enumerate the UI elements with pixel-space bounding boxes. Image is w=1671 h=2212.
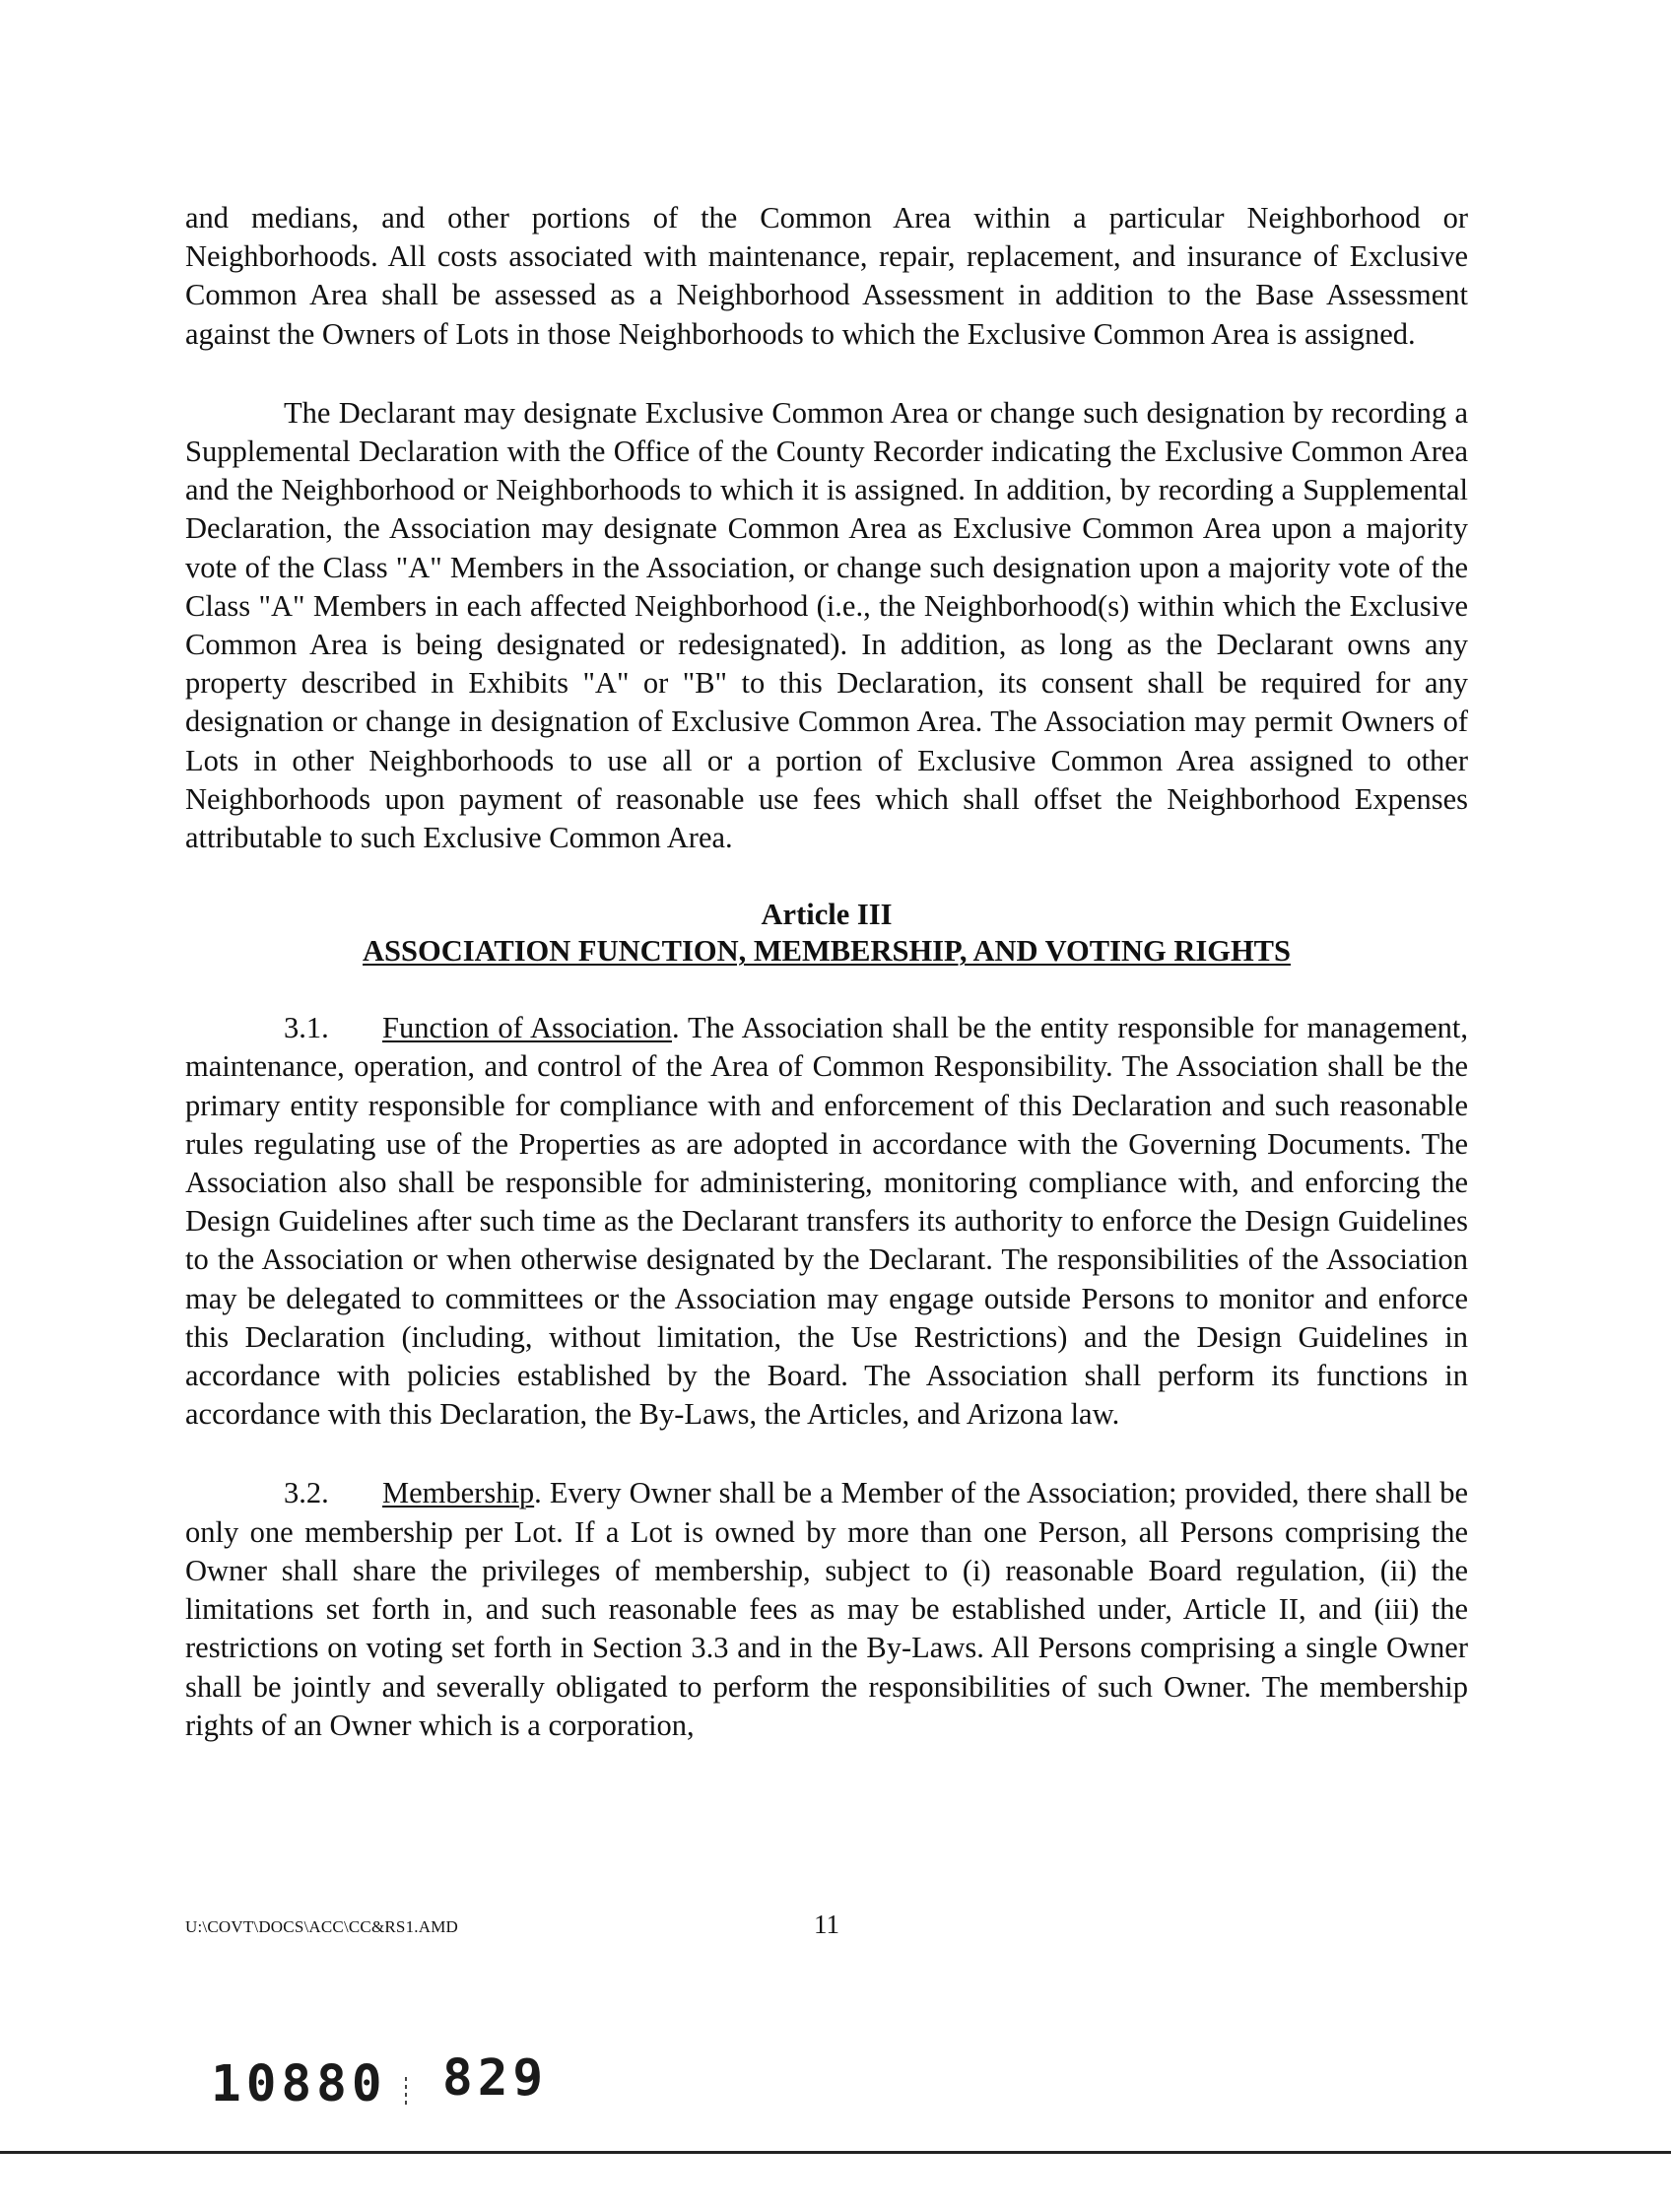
section-title: Function of Association: [382, 1011, 672, 1045]
section-3-1: [185, 1009, 1468, 1434]
section-title: Membership: [382, 1476, 535, 1510]
bottom-rule: [0, 2151, 1671, 2154]
paragraph-exclusive-common-area: The Declarant may designate Exclusive Common Area or change such designation by recording a Supplemental Declaration with the Office of the County Recorder indicating the Exclusive Common Area and the Neighborhood or Neighborhoods to which it is assigned. In addition, by recording a Supplemental Declaration, the Association may designate Common Area as Exclusive Common Area upon a majority vote of the Class "A" Members in the Association, or change such designation upon a majority vote of the Class "A" Members in each affected Neighborhood (i.e., the Neighborhood(s) within which the Exclusive Common Area is being designated or redesignated). In addition, as long as the Declarant owns any property described in Exhibits "A" or "B" to this Declaration, its consent shall be required for any designation or change in designation of Exclusive Common Area. The Association may permit Owners of Lots in other Neighborhoods to use all or a portion of Exclusive Common Area assigned to other Neighborhoods upon payment of reasonable use fees which shall offset the Neighborhood Expenses attributable to such Exclusive Common Area.: [185, 395, 1468, 855]
article-title: ASSOCIATION FUNCTION, MEMBERSHIP, AND VOTING RIGHTS: [363, 934, 1291, 969]
paragraph-continuation: and medians, and other portions of the Common Area within a particular Neighborhood or Neighborhoods. All costs associated with maintenance, repair, replacement, and insurance of Exclusive Common Area shall be assessed as a Neighborhood Assessment in addition to the Base Assessment against the Owners of Lots in those Neighborhoods to which the Exclusive Common Area is assigned.: [185, 201, 1468, 351]
stamp-separator: [405, 2077, 407, 2107]
section-text: . Every Owner shall be a Member of the Association; provided, there shall be only one membership per Lot. If a Lot is owned by more than one Person, all Persons comprising the Owner shall share the privileges of membership, subject to (i) reasonable Board regulation, (ii) the limitations set forth in, and such reasonable fees as may be established under, Article II, and (iii) the restrictions on voting set forth in Section 3.3 and in the By-Laws. All Persons comprising a single Owner shall be jointly and severally obligated to perform the responsibilities of such Owner. The membership rights of an Owner which is a corporation,: [185, 1476, 1468, 1742]
recording-stamp-page: 829: [442, 2049, 549, 2108]
section-number: 3.2.: [284, 1476, 329, 1510]
document-body: [185, 199, 1468, 1745]
section-text: . The Association shall be the entity responsible for management, maintenance, operation, and control of the Area of Common Responsibility. The Association shall be the primary entity responsible for compliance with and enforcement of this Declaration and such reasonable rules regulating use of the Properties as are adopted in accordance with the Governing Documents. The Association also shall be responsible for administering, monitoring compliance with, and enforcing the Design Guidelines after such time as the Declarant transfers its authority to enforce the Design Guidelines to the Association or when otherwise designated by the Declarant. The responsibilities of the Association may be delegated to committees or the Association may engage outside Persons to monitor and enforce this Declaration (including, without limitation, the Use Restrictions) and the Design Guidelines in accordance with policies established by the Board. The Association shall perform its functions in accordance with this Declaration, the By-Laws, the Articles, and Arizona law.: [185, 1011, 1468, 1432]
recording-stamp-book: 10880: [211, 2055, 387, 2113]
section-number: 3.1.: [284, 1011, 329, 1045]
page-number: 11: [814, 1910, 839, 1939]
section-3-2: [185, 1474, 1468, 1744]
article-label: Article III: [761, 898, 893, 932]
article-heading: [185, 897, 1468, 970]
footer-file-path: U:\COVT\DOCS\ACC\CC&RS1.AMD: [185, 1917, 458, 1936]
